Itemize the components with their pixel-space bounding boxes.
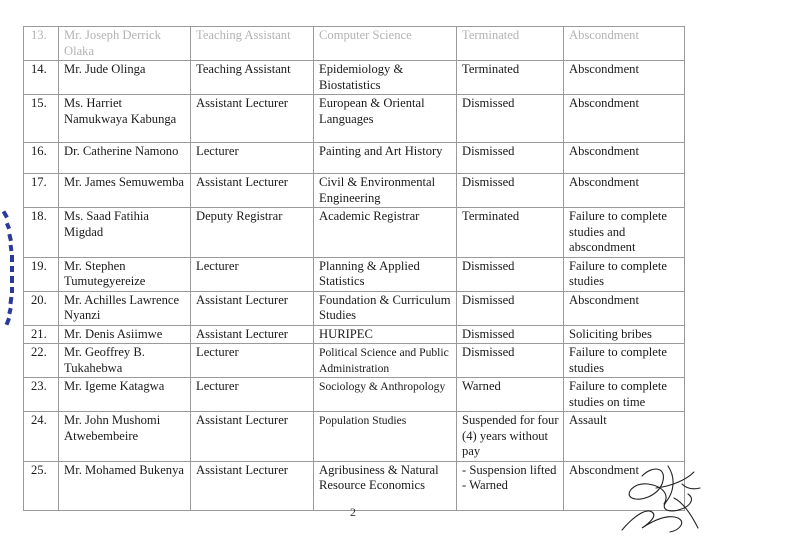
staff-position: Deputy Registrar xyxy=(191,208,314,258)
page-number: 2 xyxy=(350,505,356,519)
reason: Abscondment xyxy=(564,27,685,61)
row-number: 15. xyxy=(24,95,59,143)
staff-name: Ms. Harriet Namukwaya Kabunga xyxy=(59,95,191,143)
row-number: 19. xyxy=(24,257,59,291)
row-number: 16. xyxy=(24,143,59,174)
staff-unit: Political Science and Public Administration xyxy=(314,344,457,378)
action-taken: Dismissed xyxy=(457,95,564,143)
table-row xyxy=(24,378,685,412)
row-number: 22. xyxy=(24,344,59,378)
staff-unit: Agribusiness & Natural Resource Economics xyxy=(314,461,457,510)
staff-position: Assistant Lecturer xyxy=(191,291,314,325)
table-row xyxy=(24,174,685,208)
table-row xyxy=(24,344,685,378)
staff-name: Mr. James Semuwemba xyxy=(59,174,191,208)
row-number: 18. xyxy=(24,208,59,258)
table-row xyxy=(24,325,685,344)
staff-unit: Population Studies xyxy=(314,412,457,462)
staff-unit: Academic Registrar xyxy=(314,208,457,258)
staff-position: Assistant Lecturer xyxy=(191,412,314,462)
staff-disciplinary-table xyxy=(23,26,685,511)
action-taken: Dismissed xyxy=(457,344,564,378)
staff-position: Lecturer xyxy=(191,344,314,378)
staff-unit: Foundation & Curriculum Studies xyxy=(314,291,457,325)
staff-name: Mr. Mohamed Bukenya xyxy=(59,461,191,510)
reason: Abscondment xyxy=(564,95,685,143)
table-row xyxy=(24,291,685,325)
action-taken: Dismissed xyxy=(457,291,564,325)
staff-name: Mr. John Mushomi Atwebembeire xyxy=(59,412,191,462)
staff-position: Assistant Lecturer xyxy=(191,174,314,208)
staff-name: Mr. Geoffrey B. Tukahebwa xyxy=(59,344,191,378)
table-row xyxy=(24,412,685,462)
reason: Abscondment xyxy=(564,461,685,510)
reason: Failure to complete studies xyxy=(564,257,685,291)
staff-unit: European & Oriental Languages xyxy=(314,95,457,143)
staff-name: Dr. Catherine Namono xyxy=(59,143,191,174)
table-row xyxy=(24,27,685,61)
staff-position: Teaching Assistant xyxy=(191,27,314,61)
reason: Abscondment xyxy=(564,143,685,174)
action-taken: - Suspension lifted - Warned xyxy=(457,461,564,510)
action-taken: Warned xyxy=(457,378,564,412)
action-taken: Suspended for four (4) years without pay xyxy=(457,412,564,462)
staff-unit: Sociology & Anthropology xyxy=(314,378,457,412)
table-row xyxy=(24,461,685,510)
table-row xyxy=(24,95,685,143)
row-number: 25. xyxy=(24,461,59,510)
reason: Failure to complete studies xyxy=(564,344,685,378)
staff-name: Mr. Igeme Katagwa xyxy=(59,378,191,412)
staff-unit: Epidemiology & Biostatistics xyxy=(314,61,457,95)
signature-icon xyxy=(612,458,702,536)
staff-position: Lecturer xyxy=(191,378,314,412)
staff-position: Assistant Lecturer xyxy=(191,325,314,344)
row-number: 23. xyxy=(24,378,59,412)
staff-name: Mr. Stephen Tumutegyereize xyxy=(59,257,191,291)
reason: Assault xyxy=(564,412,685,462)
reason: Abscondment xyxy=(564,174,685,208)
table-row xyxy=(24,61,685,95)
staff-name: Mr. Jude Olinga xyxy=(59,61,191,95)
row-number: 24. xyxy=(24,412,59,462)
action-taken: Terminated xyxy=(457,208,564,258)
staff-unit: HURIPEC xyxy=(314,325,457,344)
staff-position: Assistant Lecturer xyxy=(191,461,314,510)
table-row xyxy=(24,143,685,174)
row-number: 21. xyxy=(24,325,59,344)
staff-name: Mr. Joseph Derrick Olaka xyxy=(59,27,191,61)
reason: Soliciting bribes xyxy=(564,325,685,344)
staff-position: Assistant Lecturer xyxy=(191,95,314,143)
action-taken: Terminated xyxy=(457,61,564,95)
reason: Abscondment xyxy=(564,291,685,325)
action-taken: Terminated xyxy=(457,27,564,61)
row-number: 20. xyxy=(24,291,59,325)
staff-position: Lecturer xyxy=(191,257,314,291)
reason: Failure to complete studies on time xyxy=(564,378,685,412)
staff-unit: Painting and Art History xyxy=(314,143,457,174)
row-number: 17. xyxy=(24,174,59,208)
row-number: 14. xyxy=(24,61,59,95)
staff-position: Lecturer xyxy=(191,143,314,174)
staff-name: Mr. Denis Asiimwe xyxy=(59,325,191,344)
staff-unit: Civil & Environmental Engineering xyxy=(314,174,457,208)
staff-unit: Computer Science xyxy=(314,27,457,61)
staff-unit: Planning & Applied Statistics xyxy=(314,257,457,291)
staff-name: Mr. Achilles Lawrence Nyanzi xyxy=(59,291,191,325)
table-row xyxy=(24,208,685,258)
table-row xyxy=(24,257,685,291)
action-taken: Dismissed xyxy=(457,257,564,291)
action-taken: Dismissed xyxy=(457,325,564,344)
reason: Abscondment xyxy=(564,61,685,95)
reason: Failure to complete studies and abscondment xyxy=(564,208,685,258)
action-taken: Dismissed xyxy=(457,143,564,174)
staff-name: Ms. Saad Fatihia Migdad xyxy=(59,208,191,258)
staff-position: Teaching Assistant xyxy=(191,61,314,95)
action-taken: Dismissed xyxy=(457,174,564,208)
row-number: 13. xyxy=(24,27,59,61)
official-stamp-icon xyxy=(0,195,20,345)
